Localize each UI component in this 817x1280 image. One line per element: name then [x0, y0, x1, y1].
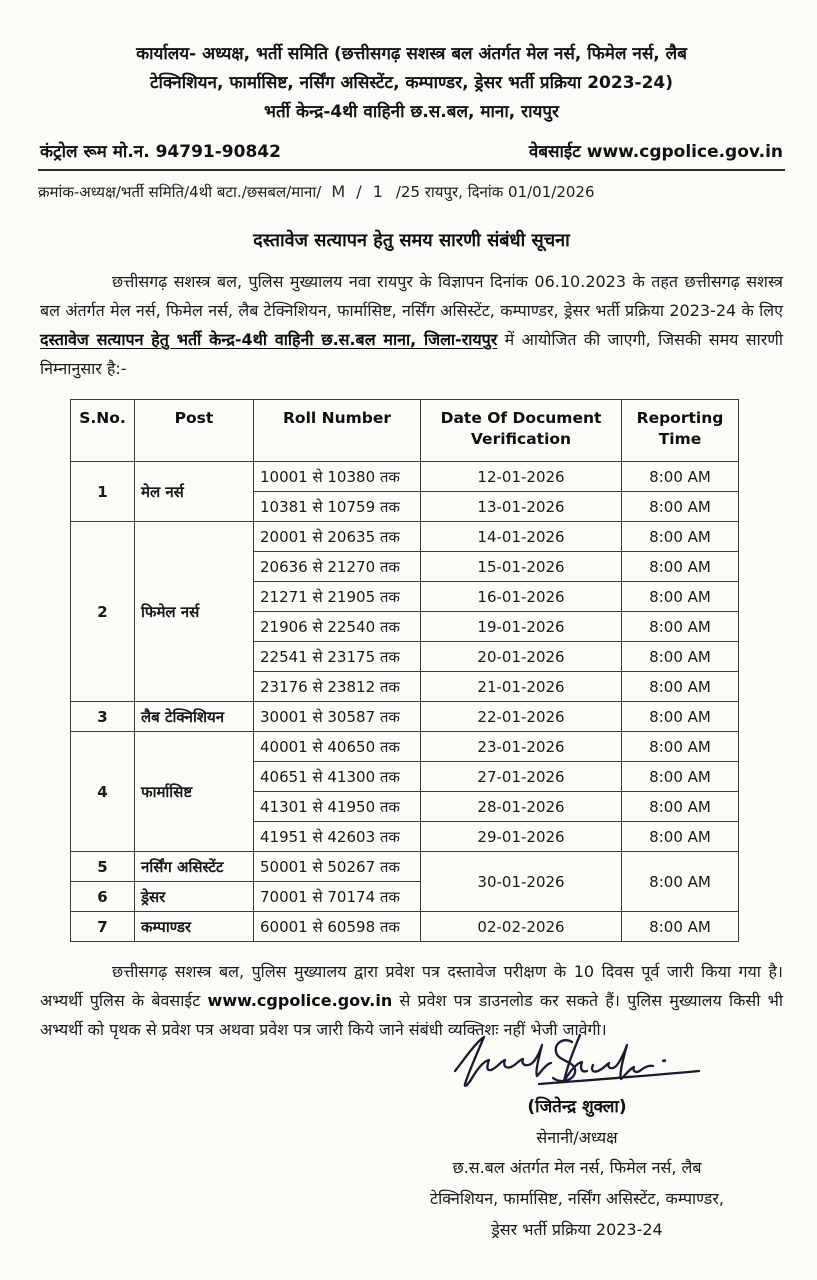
table-row	[71, 522, 739, 552]
header-date-of-verification: Date Of Document Verification	[421, 400, 622, 462]
cell-post-name: फार्मासिष्ट	[135, 732, 254, 852]
letterhead	[66, 40, 757, 127]
cell-verification-date: 30-01-2026	[421, 852, 622, 912]
cell-reporting-time: 8:00 AM	[622, 732, 739, 762]
cell-reporting-time: 8:00 AM	[622, 912, 739, 942]
cell-reporting-time: 8:00 AM	[622, 462, 739, 492]
closing-text-before: छत्तीसगढ़ सशस्त्र बल, पुलिस मुख्यालय द्वारा प्रवेश पत्र दस्तावेज परीक्षण के 10 दिवस पूर्व जारी किया गया है। अभ्यर्थी पुलिस के बेवसाईट	[40, 962, 783, 1010]
cell-reporting-time: 8:00 AM	[622, 822, 739, 852]
reference-suffix: /25 रायपुर, दिनांक 01/01/2026	[395, 183, 595, 201]
cell-verification-date: 12-01-2026	[421, 462, 622, 492]
header-reporting-time: Reporting Time	[622, 400, 739, 462]
signatory-org-line-1: छ.स.बल अंतर्गत मेल नर्स, फिमेल नर्स, लैब	[452, 1158, 702, 1177]
cell-roll-number-range: 50001 से 50267 तक	[254, 852, 421, 882]
intro-text-before: छत्तीसगढ़ सशस्त्र बल, पुलिस मुख्यालय नवा रायपुर के विज्ञापन दिनांक 06.10.2023 के तहत छत्तीसगढ़ सशस्त्र बल अंतर्गत मेल नर्स, फिमेल नर्स, लैब टेक्निशियन, फार्मासिष्ट, नर्सिंग असिस्टेंट, कम्पाण्डर, ड्रेसर भर्ती प्रक्रिया 2023-24 के लिए	[40, 272, 783, 320]
cell-roll-number-range: 21271 से 21905 तक	[254, 582, 421, 612]
cell-post-name: ड्रेसर	[135, 882, 254, 912]
cell-verification-date: 15-01-2026	[421, 552, 622, 582]
header-post: Post	[135, 400, 254, 462]
header-roll-number: Roll Number	[254, 400, 421, 462]
cell-verification-date: 14-01-2026	[421, 522, 622, 552]
table-row	[71, 852, 739, 882]
intro-text-underlined: दस्तावेज सत्यापन हेतु भर्ती केन्द्र-4थी वाहिनी छ.स.बल माना, जिला-रायपुर	[40, 330, 498, 349]
cell-serial-number: 6	[71, 882, 135, 912]
intro-paragraph	[40, 267, 783, 383]
verification-schedule-table	[70, 399, 739, 942]
reference-prefix: क्रमांक-अध्यक्ष/भर्ती समिति/4थी बटा./छसबल/माना/	[38, 183, 322, 201]
cell-serial-number: 2	[71, 522, 135, 702]
cell-verification-date: 16-01-2026	[421, 582, 622, 612]
cell-serial-number: 7	[71, 912, 135, 942]
cell-verification-date: 23-01-2026	[421, 732, 622, 762]
cell-roll-number-range: 30001 से 30587 तक	[254, 702, 421, 732]
cell-verification-date: 13-01-2026	[421, 492, 622, 522]
signatory-organisation	[387, 1152, 767, 1245]
cell-post-name: मेल नर्स	[135, 462, 254, 522]
cell-verification-date: 20-01-2026	[421, 642, 622, 672]
cell-verification-date: 28-01-2026	[421, 792, 622, 822]
cell-reporting-time: 8:00 AM	[622, 792, 739, 822]
schedule-table-body	[71, 462, 739, 942]
table-row	[71, 702, 739, 732]
cell-roll-number-range: 60001 से 60598 तक	[254, 912, 421, 942]
intro-text-after: में आयोजित की जाएगी, जिसकी समय सारणी निम्नानुसार है:-	[40, 330, 783, 378]
cell-roll-number-range: 20001 से 20635 तक	[254, 522, 421, 552]
table-row	[71, 732, 739, 762]
cell-verification-date: 21-01-2026	[421, 672, 622, 702]
cell-roll-number-range: 40651 से 41300 तक	[254, 762, 421, 792]
signatory-org-line-3: ड्रेसर भर्ती प्रक्रिया 2023-24	[491, 1220, 663, 1239]
cell-roll-number-range: 40001 से 40650 तक	[254, 732, 421, 762]
cell-roll-number-range: 10381 से 10759 तक	[254, 492, 421, 522]
cell-roll-number-range: 41951 से 42603 तक	[254, 822, 421, 852]
signatory-org-line-2: टेक्निशियन, फार्मासिष्ट, नर्सिंग असिस्टेंट, कम्पाण्डर,	[430, 1189, 724, 1208]
cell-reporting-time: 8:00 AM	[622, 492, 739, 522]
reference-handwritten-number: M / 1	[331, 182, 386, 201]
cell-reporting-time: 8:00 AM	[622, 672, 739, 702]
cell-verification-date: 22-01-2026	[421, 702, 622, 732]
cell-post-name: नर्सिंग असिस्टेंट	[135, 852, 254, 882]
cell-reporting-time: 8:00 AM	[622, 582, 739, 612]
cell-verification-date: 02-02-2026	[421, 912, 622, 942]
cell-reporting-time: 8:00 AM	[622, 852, 739, 912]
letterhead-divider	[38, 169, 785, 171]
cell-serial-number: 1	[71, 462, 135, 522]
notice-title: दस्तावेज सत्यापन हेतु समय सारणी संबंधी सूचना	[253, 230, 570, 251]
cell-post-name: लैब टेक्निशियन	[135, 702, 254, 732]
cell-reporting-time: 8:00 AM	[622, 702, 739, 732]
cell-reporting-time: 8:00 AM	[622, 762, 739, 792]
cell-post-name: फिमेल नर्स	[135, 522, 254, 702]
cell-reporting-time: 8:00 AM	[622, 552, 739, 582]
letterhead-line-1: कार्यालय- अध्यक्ष, भर्ती समिति (छत्तीसगढ़ सशस्त्र बल अंतर्गत मेल नर्स, फिमेल नर्स, लैब	[136, 44, 687, 64]
cell-serial-number: 3	[71, 702, 135, 732]
cell-roll-number-range: 10001 से 10380 तक	[254, 462, 421, 492]
table-row	[71, 462, 739, 492]
cell-reporting-time: 8:00 AM	[622, 522, 739, 552]
contact-row	[38, 139, 785, 162]
handwritten-signature	[441, 1030, 713, 1092]
website-text: वेबसाईट www.cgpolice.gov.in	[528, 142, 783, 162]
cell-roll-number-range: 20636 से 21270 तक	[254, 552, 421, 582]
signatory-designation: सेनानी/अध्यक्ष	[536, 1128, 618, 1147]
closing-text-after: से प्रवेश पत्र डाउनलोड कर सकते हैं। पुलिस मुख्यालय किसी भी अभ्यर्थी को पृथक से प्रवेश पत्र अथवा प्रवेश पत्र जारी किये जाने संबंधी व्यक्तिशः नहीं भेजी जावेगी।	[40, 991, 783, 1039]
cell-reporting-time: 8:00 AM	[622, 642, 739, 672]
closing-website-bold: www.cgpolice.gov.in	[207, 991, 393, 1010]
control-room-number: कंट्रोल रूम मो.न. 94791-90842	[40, 142, 281, 162]
letterhead-line-3: भर्ती केन्द्र-4थी वाहिनी छ.स.बल, माना, रायपुर	[264, 102, 559, 122]
cell-verification-date: 19-01-2026	[421, 612, 622, 642]
table-row	[71, 912, 739, 942]
letterhead-line-2: टेक्निशियन, फार्मासिष्ट, नर्सिंग असिस्टेंट, कम्पाण्डर, ड्रेसर भर्ती प्रक्रिया 2023-24)	[149, 73, 674, 93]
cell-roll-number-range: 41301 से 41950 तक	[254, 792, 421, 822]
table-header-row	[71, 400, 739, 462]
header-sno: S.No.	[71, 400, 135, 462]
signatory-name: (जितेन्द्र शुक्ला)	[527, 1097, 627, 1117]
signature-block	[387, 1030, 767, 1245]
cell-reporting-time: 8:00 AM	[622, 612, 739, 642]
cell-verification-date: 29-01-2026	[421, 822, 622, 852]
cell-post-name: कम्पाण्डर	[135, 912, 254, 942]
reference-line	[38, 182, 785, 202]
cell-roll-number-range: 22541 से 23175 तक	[254, 642, 421, 672]
cell-serial-number: 4	[71, 732, 135, 852]
cell-roll-number-range: 23176 से 23812 तक	[254, 672, 421, 702]
cell-serial-number: 5	[71, 852, 135, 882]
cell-roll-number-range: 70001 से 70174 तक	[254, 882, 421, 912]
cell-roll-number-range: 21906 से 22540 तक	[254, 612, 421, 642]
cell-verification-date: 27-01-2026	[421, 762, 622, 792]
